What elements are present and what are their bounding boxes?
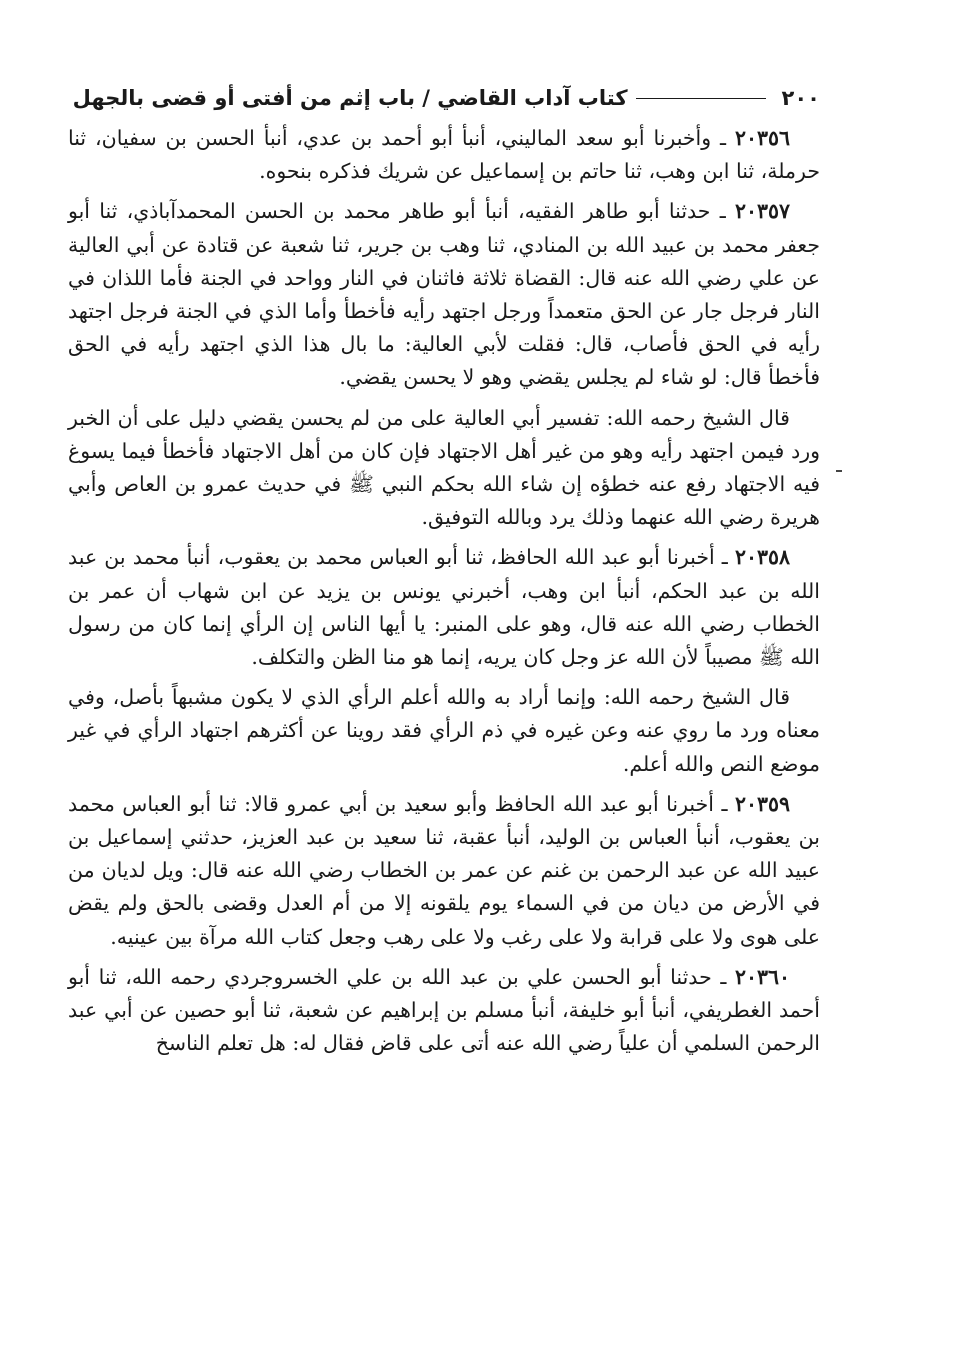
hadith-number: ٢٠٣٥٦ <box>734 126 790 150</box>
header-rule <box>636 98 766 99</box>
hadith-number: ٢٠٣٥٨ <box>734 545 790 570</box>
hadith-20360 <box>68 961 820 1061</box>
hadith-20357 <box>68 195 820 394</box>
hadith-text: ـ أخبرنا أبو عبد الله الحافظ، ثنا أبو العباس محمد بن يعقوب، أنبأ محمد بن عبد الله بن عبد الحكم، أنبأ ابن وهب، أخبرني يونس بن يزيد عن ابن شهاب أن عمر بن الخطاب رضي الله عنه قال، وهو على المنبر: يا أيها الناس إن الرأي إنما كان من رسول الله ﷺ مصيباً لأن الله عز وجل كان يريه، إنما هو منا الظن والتكلف. <box>68 545 820 670</box>
hadith-20359 <box>68 788 820 954</box>
commentary-text: قال الشيخ رحمه الله: وإنما أراد به والله أعلم الرأي الذي لا يكون مشبهاً بأصل، وفي معناه ورد ما روي عنه وعن غيره في ذم الرأي فقد روينا عن أكثرهم اجتهاد الرأي في غير موضع النص والله أعلم. <box>68 685 820 776</box>
hadith-text: ـ حدثنا أبو الحسن علي بن عبد الله بن علي الخسروجردي رحمه الله، ثنا أبو أحمد الغطريفي، أنبأ أبو خليفة، أنبأ مسلم بن إبراهيم عن شعبة، ثنا أبو حصين عن أبي عبد الرحمن السلمي أن علياً رضي الله عنه أتى على قاض فقال له: هل تعلم الناسخ <box>68 964 820 1056</box>
hadith-number: ٢٠٣٥٩ <box>734 791 790 816</box>
commentary-paragraph <box>68 402 820 535</box>
hadith-number: ٢٠٣٥٧ <box>734 199 790 224</box>
book-page <box>68 78 820 1067</box>
page-body <box>68 122 820 1060</box>
commentary-paragraph <box>68 681 820 781</box>
page-number: ٢٠٠ <box>781 86 820 110</box>
commentary-text: قال الشيخ رحمه الله: تفسير أبي العالية على من لم يحسن يقضي دليل على أن الخبر ورد فيمن اجتهد رأيه وهو من غير أهل الاجتهاد فإن كان من أهل الاجتهاد فأخطأ فيما يسوغ فيه الاجتهاد رفع عنه خطؤه إن شاء الله بحكم النبي ﷺ في حديث عمرو بن العاص وأبي هريرة رضي الله عنهما وذلك يرد وبالله التوفيق. <box>68 405 820 530</box>
hadith-text: ـ حدثنا أبو طاهر الفقيه، أنبأ أبو طاهر محمد بن الحسن المحمدآباذي، ثنا أبو جعفر محمد بن عبيد الله بن المنادي، ثنا وهب بن جرير، ثنا شعبة عن قتادة عن أبي العالية عن علي رضي الله عنه قال: القضاة ثلاثة فاثنان في النار وواحد في الجنة فأما اللذان في النار فرجل جار عن الحق متعمداً ورجل اجتهد رأيه فأخطأ وأما الذي في الجنة فرجل اجتهد رأيه في الحق فأصاب، قال: فقلت لأبي العالية: ما بال هذا الذي اجتهد رأيه في الحق فأخطأ قال: لو شاء لم يجلس يقضي وهو لا يحسن يقضي. <box>68 199 820 390</box>
running-title: كتاب آداب القاضي / باب إثم من أفتى أو قضى بالجهل <box>72 86 628 110</box>
hadith-text: ـ وأخبرنا أبو سعد الماليني، أنبأ أبو أحمد بن عدي، أنبأ الحسن بن سفيان، ثنا حرملة، ثنا ابن وهب، ثنا حاتم بن إسماعيل عن شريك فذكره بنحوه. <box>68 126 820 184</box>
margin-mark <box>836 470 842 472</box>
hadith-text: ـ أخبرنا أبو عبد الله الحافظ وأبو سعيد بن أبي عمرو قالا: ثنا أبو العباس محمد بن يعقوب، أنبأ العباس بن الوليد، أنبأ عقبة، ثنا سعيد بن عبد العزيز، حدثني إسماعيل بن عبيد الله عن عبد الرحمن بن غنم عن عمر بن الخطاب رضي الله عنه قال: ويل لديان من في الأرض من ديان من في السماء يوم يلقونه إلا من أم العدل وقضى بالحق ولم يقض على هوى ولا على قرابة ولا على رغب ولا على رهب وجعل كتاب الله مرآة بين عينيه. <box>68 791 820 949</box>
hadith-20358 <box>68 541 820 674</box>
hadith-number: ٢٠٣٦٠ <box>734 964 790 989</box>
page-header <box>68 78 820 118</box>
hadith-20356 <box>68 122 820 188</box>
